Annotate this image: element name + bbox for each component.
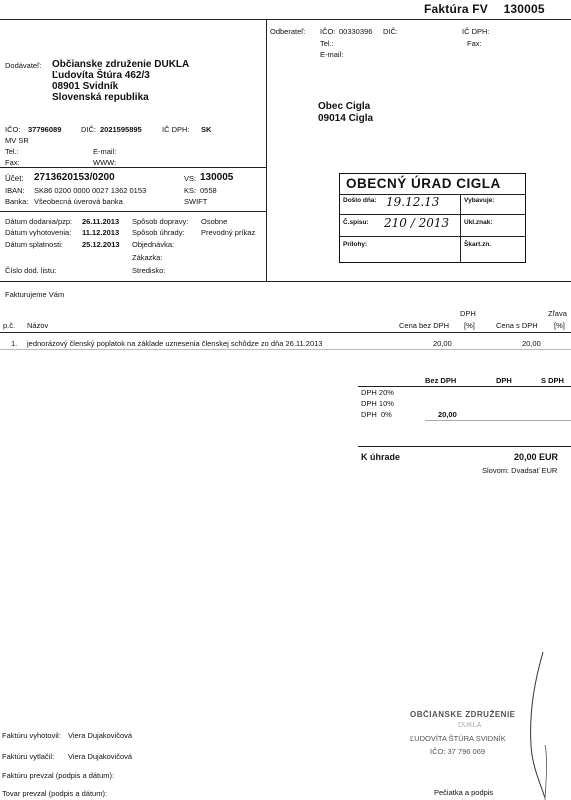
supplier-bottom-border bbox=[0, 167, 266, 168]
header-divider bbox=[266, 19, 267, 281]
col-price-gross: Cena s DPH bbox=[496, 321, 538, 330]
stamp-received-date: 19.12.13 bbox=[386, 195, 440, 209]
stamp-handles-label: Vybavuje: bbox=[464, 197, 495, 204]
supplier-city: 08901 Svidník bbox=[52, 81, 119, 92]
printed-by-label: Faktúru vytlačil: bbox=[2, 752, 55, 761]
col-no: p.č. bbox=[3, 321, 16, 330]
supplier-icdph: SK bbox=[201, 125, 212, 134]
due-date: 25.12.2013 bbox=[82, 240, 120, 249]
delivery-date: 26.11.2013 bbox=[82, 217, 120, 226]
col-name: Názov bbox=[27, 321, 49, 330]
supplier-fax-label: Fax: bbox=[5, 158, 20, 167]
stamp-line-2 bbox=[340, 214, 525, 215]
invoice-title bbox=[424, 2, 545, 16]
stamp-shred-label: Škart.zn. bbox=[464, 241, 492, 248]
vat-col-vat: DPH bbox=[496, 376, 512, 385]
supplier-name: Občianske združenie DUKLA bbox=[52, 59, 190, 70]
buyer-address: 09014 Cigla bbox=[318, 113, 374, 124]
issue-date: 11.12.2013 bbox=[82, 228, 120, 237]
buyer-ico: 00330396 bbox=[339, 27, 373, 36]
table-row-no: 1. bbox=[11, 339, 18, 348]
vat-row-0-base: 20,00 bbox=[438, 410, 457, 419]
delivery-date-label: Dátum dodania/pzp: bbox=[5, 217, 73, 226]
issued-by-label: Faktúru vyhotovil: bbox=[2, 731, 61, 740]
supplier-label: Dodávateľ: bbox=[5, 61, 42, 70]
printed-by: Viera Dujakovičová bbox=[68, 752, 133, 761]
contract-label: Zákazka: bbox=[132, 253, 163, 262]
buyer-tel-label: Tel.: bbox=[320, 39, 334, 48]
table-row-price-net: 20,00 bbox=[433, 339, 452, 348]
items-row-border bbox=[0, 349, 571, 350]
delivery-note-label: Číslo dod. listu: bbox=[5, 266, 57, 275]
stamp-number: 210 / 2013 bbox=[384, 216, 450, 230]
buyer-ico-label: IČO: bbox=[320, 27, 336, 36]
total-top-border bbox=[358, 446, 571, 447]
org-stamp-line2: DUKLA bbox=[458, 722, 482, 729]
buyer-email-label: E-mail: bbox=[320, 50, 344, 59]
supplier-www-label: WWW: bbox=[93, 158, 117, 167]
bank-account-label: Účet: bbox=[5, 174, 24, 183]
stamp-received-label: Došlo dňa: bbox=[343, 197, 377, 204]
total-words: Slovom: Dvadsať EUR bbox=[482, 466, 558, 475]
goods-received-label: Tovar prevzal (podpis a dátum): bbox=[2, 789, 108, 798]
issue-date-label: Dátum vyhotovenia: bbox=[5, 228, 72, 237]
office-received-stamp bbox=[339, 173, 526, 263]
shipping-value: Osobne bbox=[201, 217, 228, 226]
bank-name-label: Banka: bbox=[5, 197, 29, 206]
items-header-border bbox=[0, 332, 571, 333]
invoice-received-label: Faktúru prevzal (podpis a dátum): bbox=[2, 771, 115, 780]
bank-iban-label: IBAN: bbox=[5, 186, 25, 195]
buyer-dic-label: DIČ: bbox=[383, 27, 398, 36]
stamp-code-label: Ukl.znak: bbox=[464, 219, 493, 226]
vat-col-with: S DPH bbox=[541, 376, 564, 385]
supplier-dic: 2021595895 bbox=[100, 125, 142, 134]
supplier-tel-label: Tel.: bbox=[5, 147, 19, 156]
office-stamp-title: OBECNÝ ÚRAD CIGLA bbox=[346, 176, 501, 191]
bank-ks: 0558 bbox=[200, 186, 217, 195]
col-dph-bottom: [%] bbox=[464, 321, 475, 330]
org-stamp-line3: ĽUDOVÍTA ŠTÚRA SVIDNÍK bbox=[410, 734, 506, 743]
bank-swift: SWIFT bbox=[184, 197, 208, 206]
signature-mark bbox=[515, 650, 555, 800]
payment-label: Spôsob úhrady: bbox=[132, 228, 185, 237]
col-price-net: Cena bez DPH bbox=[399, 321, 450, 330]
vat-row-20: DPH 20% bbox=[361, 388, 394, 397]
buyer-fax-label: Fax: bbox=[467, 39, 482, 48]
stamp-line-3 bbox=[340, 236, 525, 237]
bank-iban: SK86 0200 0000 0027 1362 0153 bbox=[34, 186, 147, 195]
supplier-street: Ľudovíta Štúra 462/3 bbox=[52, 70, 150, 81]
bank-vs-label: VS: bbox=[184, 174, 197, 183]
stamp-number-label: Č.spisu: bbox=[343, 219, 369, 226]
buyer-icdph-label: IČ DPH: bbox=[462, 27, 490, 36]
supplier-email-label: E-mail: bbox=[93, 147, 117, 156]
supplier-ico-label: IČO: bbox=[5, 125, 21, 134]
stamp-mid-line bbox=[460, 194, 461, 262]
table-row-price-gross: 20,00 bbox=[522, 339, 541, 348]
total-label: K úhrade bbox=[361, 452, 401, 462]
due-date-label: Dátum splatnosti: bbox=[5, 240, 63, 249]
org-stamp-line1: OBČIANSKE ZDRUŽENIE bbox=[410, 710, 516, 719]
bank-ks-label: KS: bbox=[184, 186, 197, 195]
vat-row-0: DPH 0% bbox=[361, 410, 392, 419]
buyer-name: Obec Cigla bbox=[318, 101, 371, 112]
center-label: Stredisko: bbox=[132, 266, 166, 275]
vat-col-base: Bez DPH bbox=[425, 376, 457, 385]
col-dph-top: DPH bbox=[460, 309, 476, 318]
supplier-country: Slovenská republika bbox=[52, 92, 149, 103]
buyer-label: Odberateľ: bbox=[270, 27, 306, 36]
bank-account: 2713620153/0200 bbox=[34, 172, 115, 183]
dates-bottom-border bbox=[0, 281, 571, 282]
invoice-title-text: Faktúra FV bbox=[424, 2, 489, 16]
supplier-dic-label: DIČ: bbox=[81, 125, 96, 134]
stamp-attachments-label: Prílohy: bbox=[343, 241, 368, 248]
bank-name: Všeobecná úverová banka bbox=[34, 197, 123, 206]
vat-underline bbox=[425, 420, 571, 421]
supplier-registry: MV SR bbox=[5, 136, 29, 145]
supplier-ico: 37796089 bbox=[28, 125, 62, 134]
header-top-border bbox=[0, 19, 571, 20]
order-label: Objednávka: bbox=[132, 240, 175, 249]
invoice-number: 130005 bbox=[503, 2, 545, 16]
col-discount-bottom: [%] bbox=[554, 321, 565, 330]
org-stamp-line4: IČO: 37 796 069 bbox=[430, 747, 486, 756]
issued-by: Viera Dujakovičová bbox=[68, 731, 133, 740]
supplier-icdph-label: IČ DPH: bbox=[162, 125, 190, 134]
intro-text: Fakturujeme Vám bbox=[5, 290, 65, 299]
shipping-label: Spôsob dopravy: bbox=[132, 217, 189, 226]
vat-header-border bbox=[358, 386, 571, 387]
stamp-signature-label: Pečiatka a podpis bbox=[434, 788, 494, 797]
col-discount-top: Zľava bbox=[548, 309, 567, 318]
table-row-name: jednorázový členský poplatok na základe uznesenia členskej schôdze zo dňa 26.11.2013 bbox=[27, 339, 323, 348]
bank-bottom-border bbox=[0, 211, 266, 212]
payment-value: Prevodný príkaz bbox=[201, 228, 256, 237]
vat-row-10: DPH 10% bbox=[361, 399, 394, 408]
total-amount: 20,00 EUR bbox=[514, 452, 559, 462]
bank-vs: 130005 bbox=[200, 172, 234, 183]
